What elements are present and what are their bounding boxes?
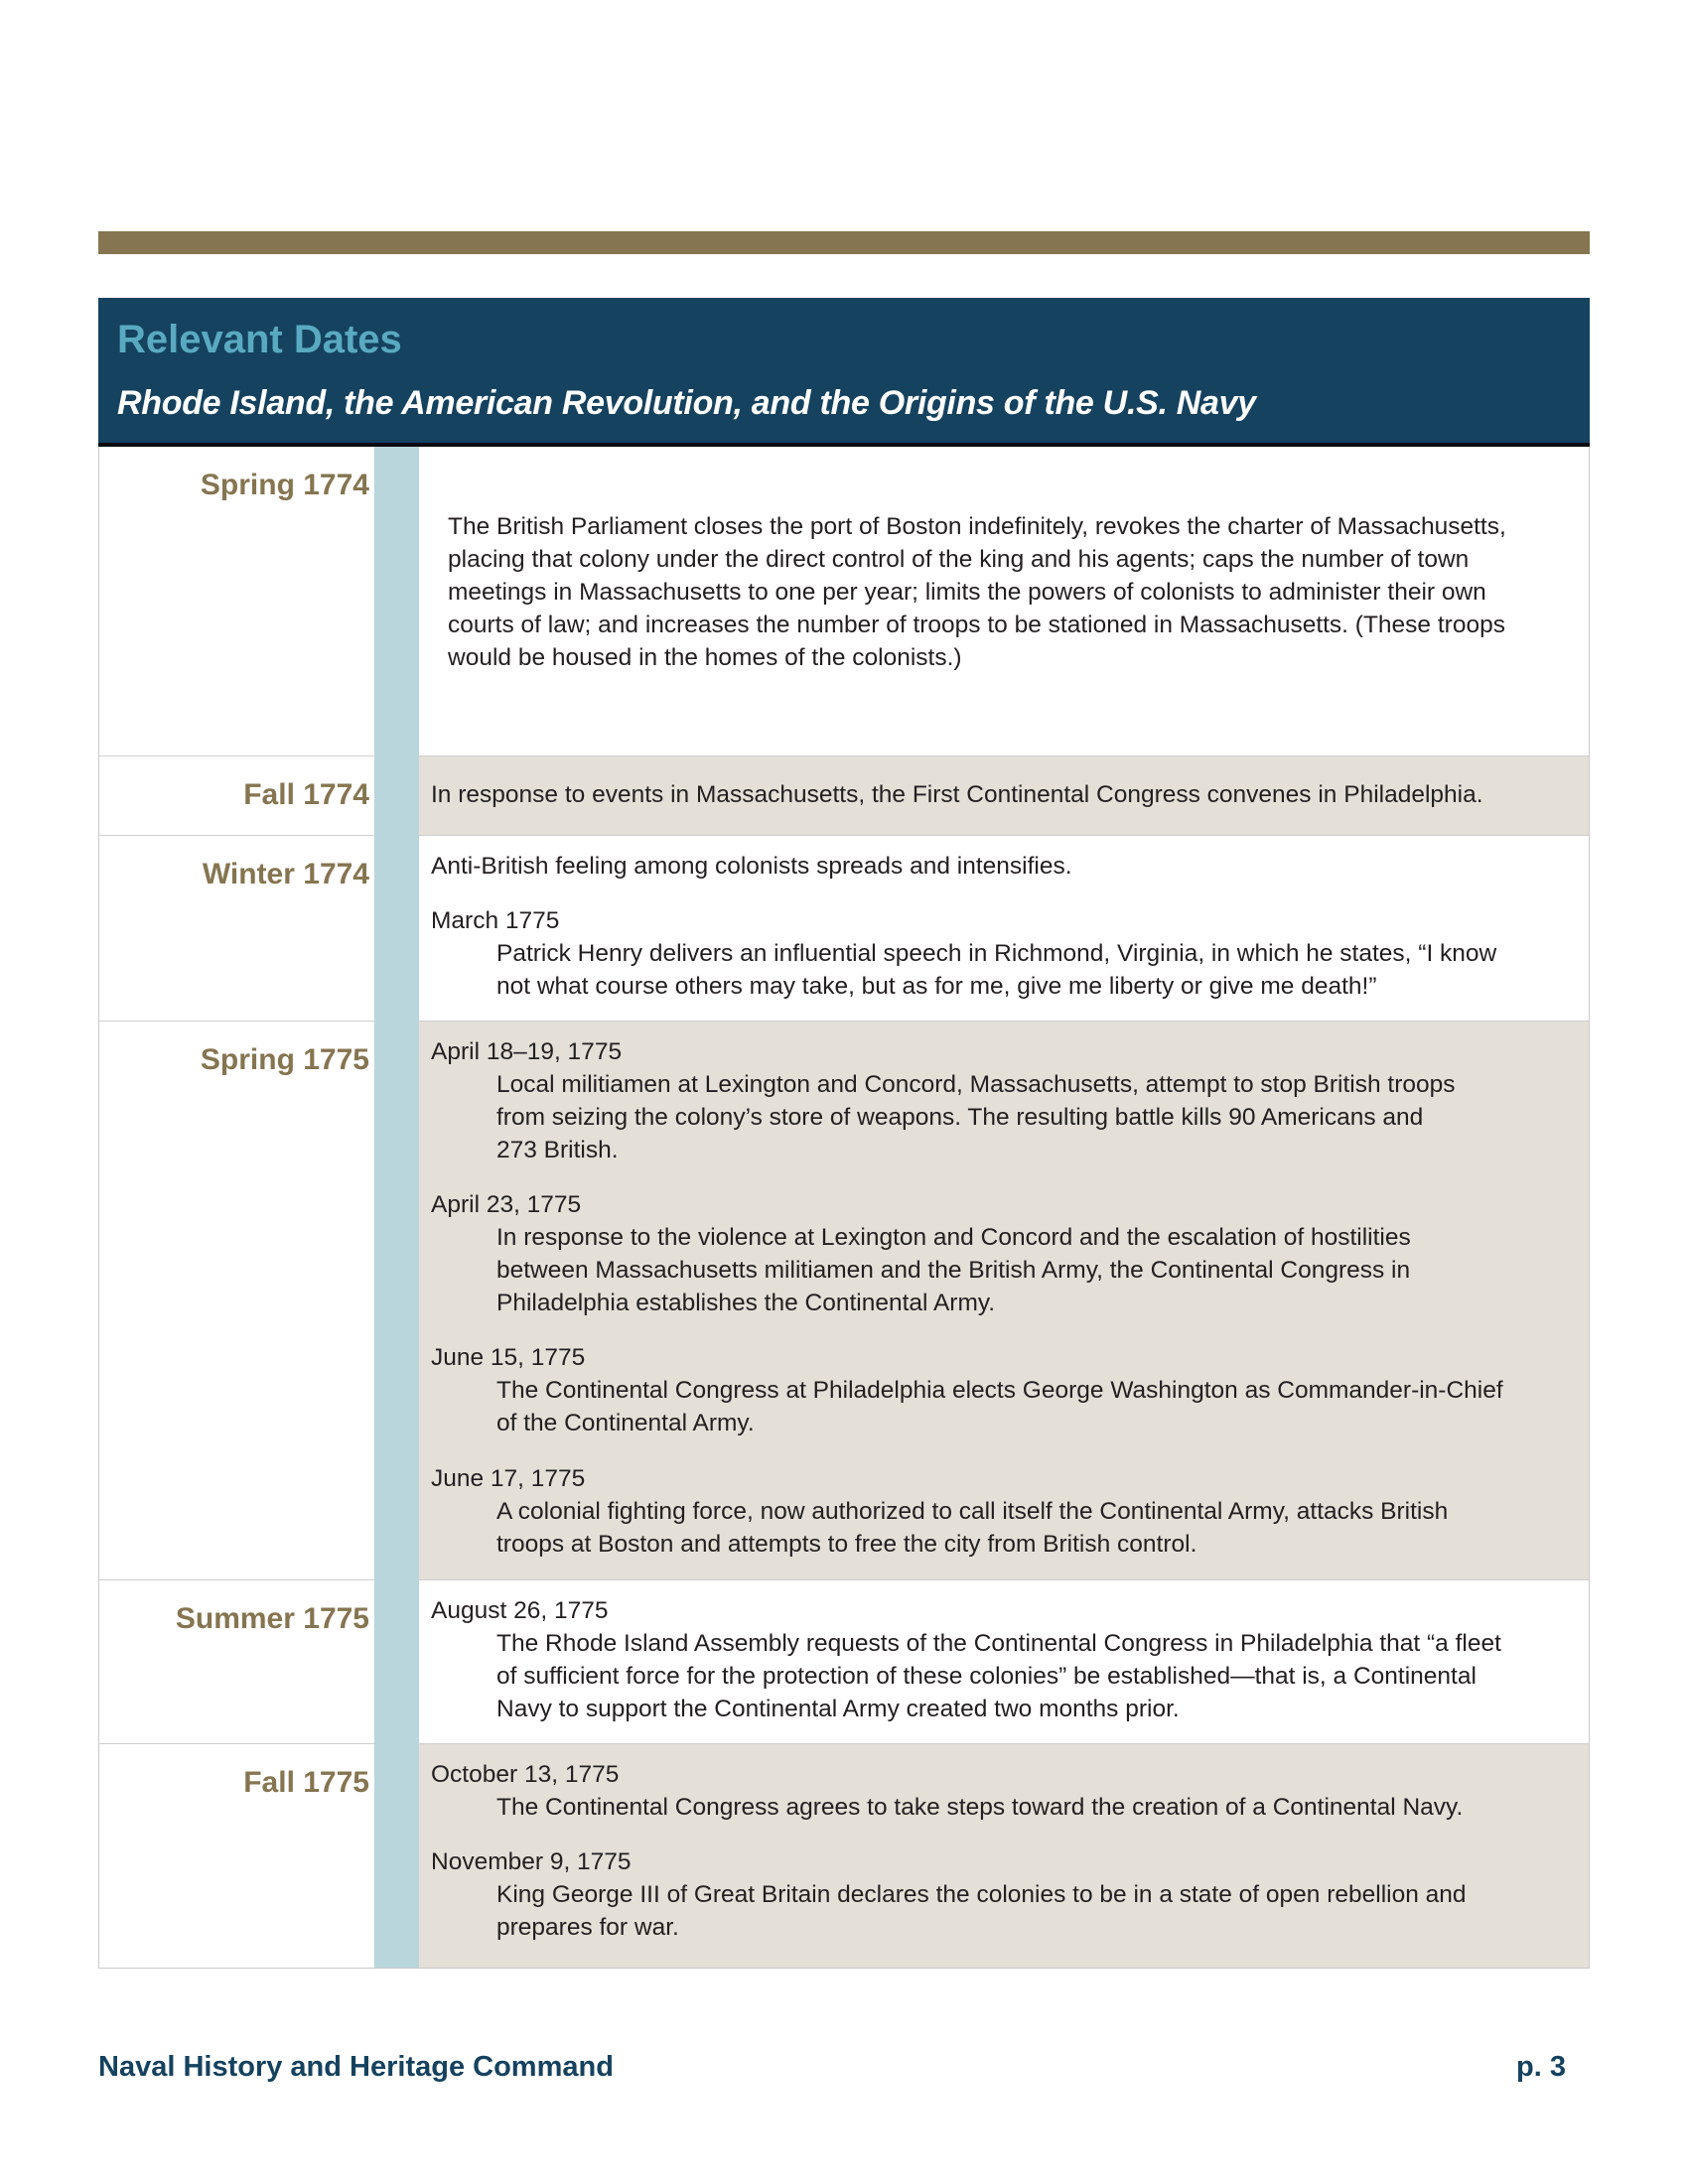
- text-line: Anti-British feeling among colonists spreads and intensifies.: [431, 853, 1072, 880]
- row-content: [419, 1580, 1589, 1743]
- row-content: [419, 836, 1589, 1021]
- text-line: Local militiamen at Lexington and Concord, Massachusetts, attempt to stop British troops: [496, 1071, 1456, 1098]
- text-line: prepares for war.: [496, 1914, 679, 1941]
- panel-title: Relevant Dates: [117, 318, 402, 361]
- text-line: of the Continental Army.: [496, 1410, 755, 1436]
- row-content: [419, 756, 1589, 835]
- row-content: [419, 1022, 1589, 1579]
- entry-date: June 17, 1775: [431, 1465, 586, 1492]
- text-line: King George III of Great Britain declares the colonies to be in a state of open rebellion and: [496, 1881, 1467, 1908]
- text-line: not what course others may take, but as for me, give me liberty or give me death!”: [496, 973, 1377, 1000]
- timeline-row-fall-1774: [99, 755, 1589, 835]
- event-description: [448, 510, 1569, 674]
- panel-header: [98, 298, 1590, 447]
- footer-organization: Naval History and Heritage Command: [98, 2051, 614, 2083]
- event-entry: [431, 1845, 1569, 1944]
- entry-date: November 9, 1775: [431, 1848, 632, 1875]
- text-line: would be housed in the homes of the colonists.): [448, 644, 962, 671]
- text-line: In response to events in Massachusetts, the First Continental Congress convenes in Philadelphia.: [431, 781, 1483, 808]
- event-entry: [431, 1594, 1569, 1725]
- text-line: 273 British.: [496, 1137, 619, 1163]
- season-label: Spring 1775: [200, 1043, 369, 1076]
- text-line: courts of law; and increases the number of troops to be stationed in Massachusetts. (These troops: [448, 612, 1505, 638]
- event-entry: [431, 904, 1569, 1003]
- timeline-row-spring-1774: [99, 447, 1589, 755]
- row-content: [419, 447, 1589, 755]
- season-label: Summer 1775: [175, 1602, 369, 1635]
- event-entry: [431, 1188, 1569, 1319]
- entry-date: August 26, 1775: [431, 1597, 609, 1624]
- text-line: In response to the violence at Lexington and Concord and the escalation of hostilities: [496, 1224, 1411, 1251]
- text-line: A colonial fighting force, now authorized to call itself the Continental Army, attacks British: [496, 1498, 1449, 1525]
- text-line: between Massachusetts militiamen and the British Army, the Continental Congress in: [496, 1257, 1411, 1284]
- event-entry: [431, 1341, 1569, 1439]
- timeline-row-fall-1775: [99, 1743, 1589, 1968]
- entry-date: April 23, 1775: [431, 1191, 582, 1218]
- timeline-row-spring-1775: [99, 1021, 1589, 1579]
- season-label: Fall 1775: [243, 1766, 369, 1799]
- entry-date: October 13, 1775: [431, 1761, 620, 1788]
- event-entry: [431, 1758, 1569, 1824]
- timeline-bar: [374, 447, 419, 1968]
- text-line: troops at Boston and attempts to free the city from British control.: [496, 1531, 1197, 1558]
- text-line: The Rhode Island Assembly requests of the Continental Congress in Philadelphia that “a fleet: [496, 1630, 1501, 1657]
- timeline-row-winter-1774: [99, 835, 1589, 1021]
- text-line: The British Parliament closes the port of Boston indefinitely, revokes the charter of Massachusetts,: [448, 513, 1506, 540]
- season-label: Winter 1774: [202, 858, 369, 890]
- entry-date: June 15, 1775: [431, 1344, 586, 1371]
- relevant-dates-panel: [98, 298, 1590, 1969]
- panel-subtitle: Rhode Island, the American Revolution, and the Origins of the U.S. Navy: [117, 384, 1256, 422]
- text-line: from seizing the colony’s store of weapons. The resulting battle kills 90 Americans and: [496, 1104, 1424, 1131]
- text-line: The Continental Congress agrees to take steps toward the creation of a Continental Navy.: [496, 1794, 1464, 1821]
- text-line: Philadelphia establishes the Continental Army.: [496, 1290, 996, 1316]
- text-line: Navy to support the Continental Army created two months prior.: [496, 1696, 1180, 1722]
- top-rule: [98, 231, 1590, 254]
- text-line: of sufficient force for the protection of these colonies” be established—that is, a Continental: [496, 1663, 1477, 1690]
- event-description: [431, 850, 1569, 883]
- entry-date: April 18–19, 1775: [431, 1038, 623, 1065]
- page-number: p. 3: [1516, 2051, 1566, 2083]
- event-entry: [431, 1462, 1569, 1561]
- season-label: Spring 1774: [200, 469, 369, 501]
- text-line: The Continental Congress at Philadelphia elects George Washington as Commander-in-Chief: [496, 1377, 1503, 1404]
- text-line: meetings in Massachusetts to one per year; limits the powers of colonists to administer their own: [448, 579, 1486, 606]
- text-line: placing that colony under the direct control of the king and his agents; caps the number of town: [448, 546, 1470, 573]
- season-label: Fall 1774: [243, 778, 369, 811]
- row-content: [419, 1744, 1589, 1968]
- event-description: [431, 778, 1569, 811]
- timeline-row-summer-1775: [99, 1579, 1589, 1743]
- text-line: Patrick Henry delivers an influential speech in Richmond, Virginia, in which he states, “I know: [496, 940, 1497, 967]
- event-entry: [431, 1035, 1569, 1166]
- entry-date: March 1775: [431, 907, 560, 934]
